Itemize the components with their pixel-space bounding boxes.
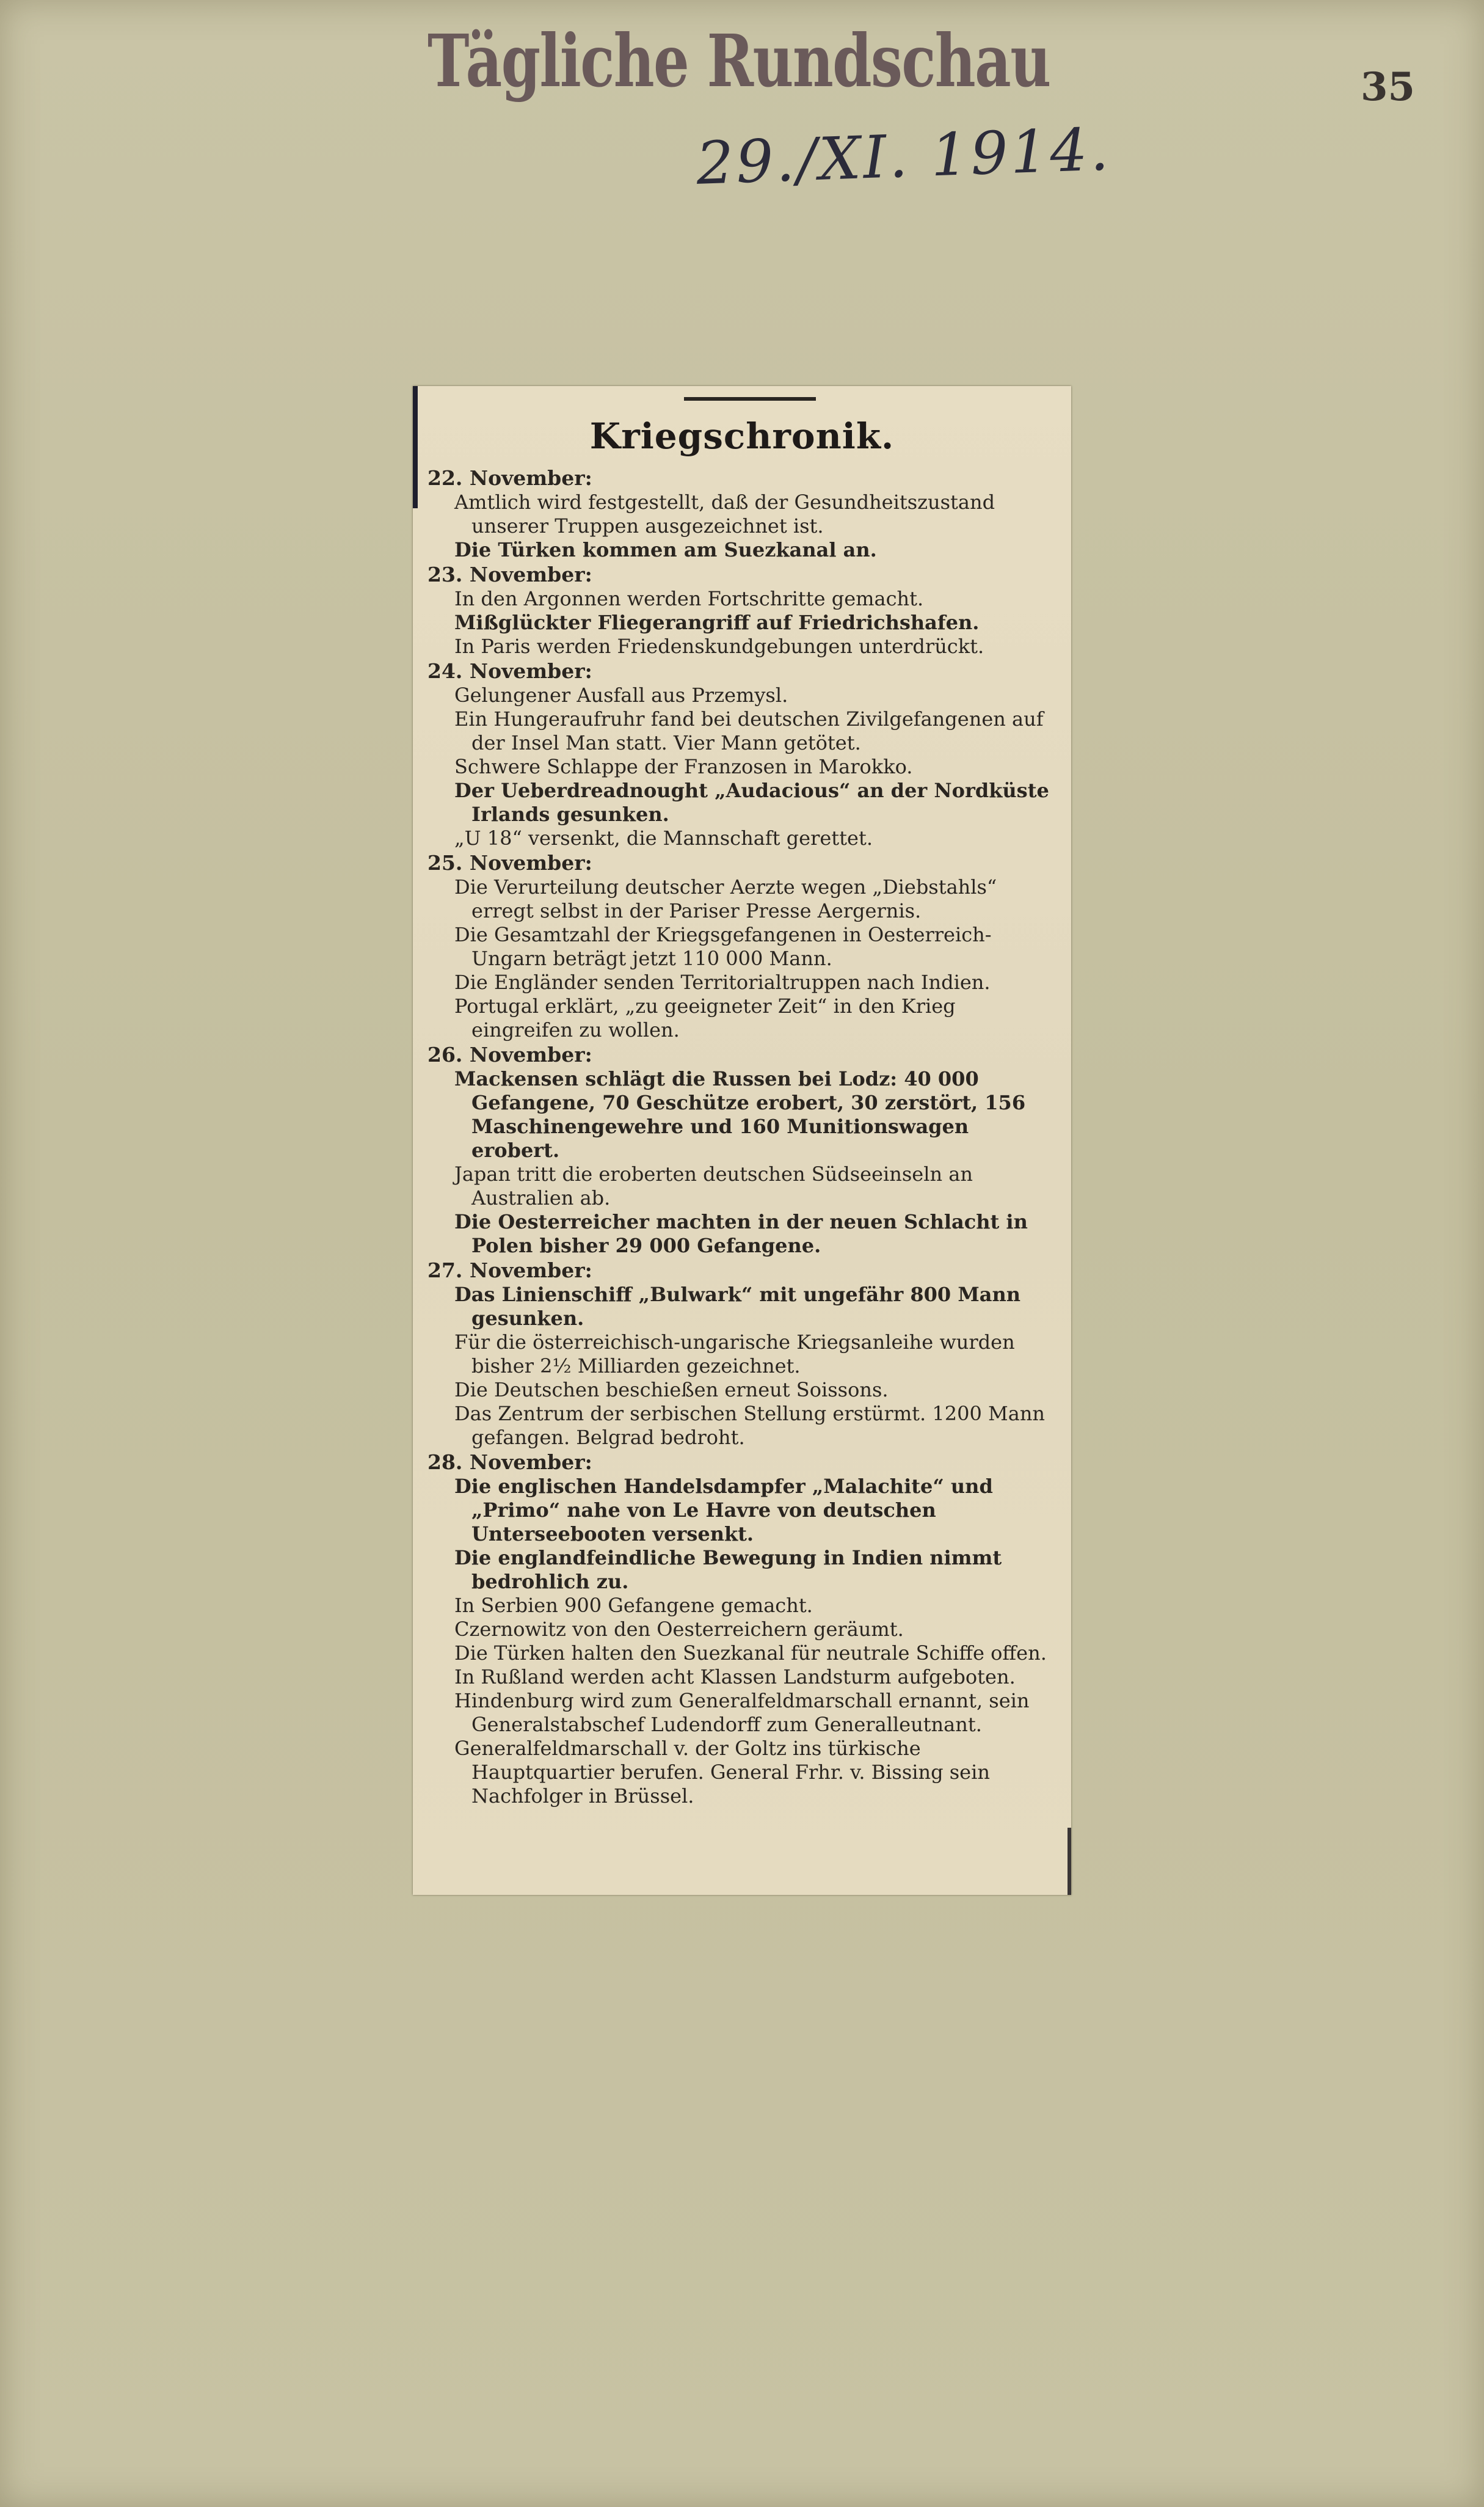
date-heading: 23. November: — [427, 563, 592, 586]
newspaper-clipping — [413, 386, 1071, 1895]
chronicle-entry: Japan tritt die eroberten deutschen Südseeinseln an Australien ab. — [454, 1162, 973, 1210]
chronicle-entry: Die Türken halten den Suezkanal für neutrale Schiffe offen. — [454, 1641, 1047, 1665]
chronicle-entry: Die englandfeindliche Bewegung in Indien nimmt bedrohlich zu. — [454, 1546, 1002, 1593]
chronicle-entry: In den Argonnen werden Fortschritte gemacht. — [454, 587, 924, 610]
chronicle-entry: Das Linienschiff „Bulwark“ mit ungefähr 800 Mann gesunken. — [454, 1283, 1020, 1330]
date-heading: 25. November: — [427, 851, 592, 875]
newspaper-title-stamp: Tägliche Rundschau — [427, 18, 1050, 103]
chronicle-entry: Die Verurteilung deutscher Aerzte wegen „Diebstahls“ erregt selbst in der Pariser Presse Aergernis. — [454, 875, 997, 922]
chronicle-entry: Czernowitz von den Oesterreichern geräumt. — [454, 1618, 904, 1641]
chronicle-entry: Die Türken kommen am Suezkanal an. — [454, 538, 877, 561]
chronicle-entry: Das Zentrum der serbischen Stellung erstürmt. 1200 Mann gefangen. Belgrad bedroht. — [454, 1402, 1046, 1449]
date-heading: 26. November: — [427, 1043, 592, 1067]
handwritten-date: 29./XI. 1914. — [695, 115, 1112, 198]
chronicle-entry: Schwere Schlappe der Franzosen in Marokko. — [454, 755, 913, 778]
chronicle-entry: Mißglückter Fliegerangriff auf Friedrichshafen. — [454, 611, 980, 634]
chronicle-entry: In Paris werden Friedenskundgebungen unterdrückt. — [454, 635, 984, 658]
chronicle-entry: Der Ueberdreadnought „Audacious“ an der Nordküste Irlands gesunken. — [454, 779, 1049, 826]
chronicle-entry: Gelungener Ausfall aus Przemysl. — [454, 684, 788, 707]
date-heading: 28. November: — [427, 1450, 592, 1474]
chronicle-entry: Ein Hungeraufruhr fand bei deutschen Zivilgefangenen auf der Insel Man statt. Vier Mann getötet. — [454, 707, 1044, 754]
date-heading: 24. November: — [427, 659, 592, 683]
chronicle-entry: Hindenburg wird zum Generalfeldmarschall ernannt, sein Generalstabschef Ludendorff zum Generalleutnant. — [454, 1689, 1030, 1736]
clipping-headline: Kriegschronik. — [589, 415, 895, 457]
chronicle-entry: Die Oesterreicher machten in der neuen Schlacht in Polen bisher 29 000 Gefangene. — [454, 1210, 1028, 1257]
chronicle-entry: Die Deutschen beschießen erneut Soissons. — [454, 1378, 889, 1401]
chronicle-body — [427, 465, 1057, 1808]
clipping-edge-mark — [1068, 1828, 1071, 1895]
chronicle-entry: In Rußland werden acht Klassen Landsturm aufgeboten. — [454, 1665, 1016, 1688]
page-number: 35 — [1361, 64, 1416, 110]
chronicle-entry: „U 18“ versenkt, die Mannschaft gerettet. — [454, 827, 873, 850]
date-heading: 22. November: — [427, 466, 592, 490]
chronicle-entry: Für die österreichisch-ungarische Kriegsanleihe wurden bisher 2½ Milliarden gezeichnet. — [454, 1330, 1015, 1378]
chronicle-entry: Mackensen schlägt die Russen bei Lodz: 40 000 Gefangene, 70 Geschütze erobert, 30 zerstört, 156 Maschinengewehre und 160 Munitionswagen erobert. — [454, 1067, 1026, 1162]
chronicle-entry: Die Engländer senden Territorialtruppen nach Indien. — [454, 971, 991, 994]
chronicle-entry: Die englischen Handelsdampfer „Malachite“ und „Primo“ nahe von Le Havre von deutschen Unterseebooten versenkt. — [454, 1475, 993, 1545]
chronicle-entry: Portugal erklärt, „zu geeigneter Zeit“ in den Krieg eingreifen zu wollen. — [454, 994, 956, 1042]
chronicle-entry: Generalfeldmarschall v. der Goltz ins türkische Hauptquartier berufen. General Frhr. v. Bissing sein Nachfolger in Brüssel. — [454, 1737, 990, 1808]
chronicle-entry: Die Gesamtzahl der Kriegsgefangenen in Oesterreich-Ungarn beträgt jetzt 110 000 Mann. — [454, 923, 992, 970]
headline-rule — [684, 397, 816, 401]
date-heading: 27. November: — [427, 1258, 592, 1282]
chronicle-entry: In Serbien 900 Gefangene gemacht. — [454, 1594, 813, 1617]
chronicle-entry: Amtlich wird festgestellt, daß der Gesundheitszustand unserer Truppen ausgezeichnet ist. — [454, 491, 995, 538]
